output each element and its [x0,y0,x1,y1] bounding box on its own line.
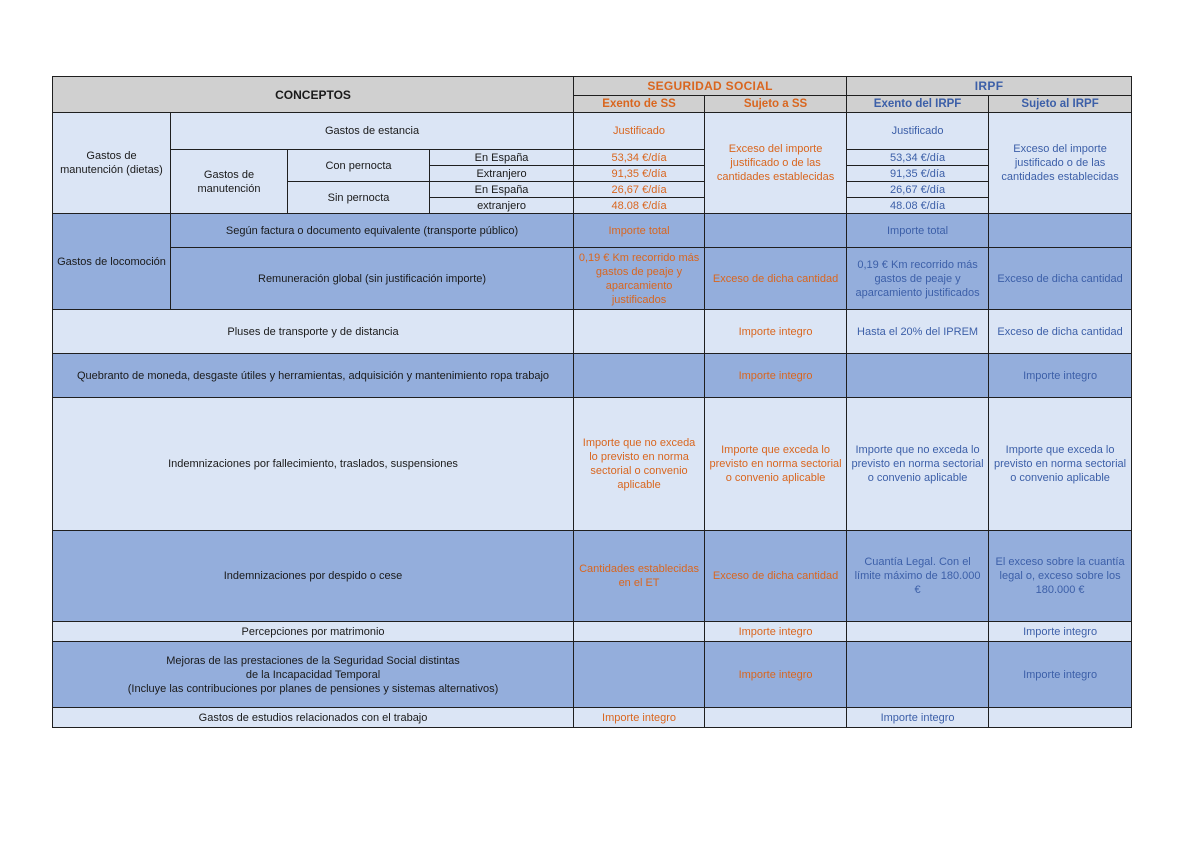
pluses-ss-exento [574,310,705,354]
estudios-label: Gastos de estudios relacionados con el trabajo [53,708,574,728]
factura-ss-exento: Importe total [574,214,705,248]
quebranto-irpf-exento [847,354,989,398]
matrimonio-irpf-exento [847,622,989,642]
factura-ss-sujeto [705,214,847,248]
con-pernocta-label: Con pernocta [288,150,430,182]
con-espana-label: En España [430,150,574,166]
pluses-irpf-sujeto: Exceso de dicha cantidad [989,310,1132,354]
manutencion-irpf-sujeto: Exceso del importe justificado o de las cantidades establecidas [989,113,1132,214]
matrimonio-ss-sujeto: Importe integro [705,622,847,642]
conceptos-header: CONCEPTOS [53,77,574,113]
sin-pernocta-label: Sin pernocta [288,182,430,214]
manutencion-sub-label: Gastos de manutención [171,150,288,214]
sin-espana-ss: 26,67 €/día [574,182,705,198]
con-extranjero-label: Extranjero [430,166,574,182]
con-espana-ss: 53,34 €/día [574,150,705,166]
factura-irpf-exento: Importe total [847,214,989,248]
mejoras-line-1: Mejoras de las prestaciones de la Seguridad Social distintas [166,654,460,667]
mejoras-irpf-exento [847,642,989,708]
seguridad-social-header: SEGURIDAD SOCIAL [574,77,847,96]
despido-irpf-sujeto: El exceso sobre la cuantía legal o, exceso sobre los 180.000 € [989,531,1132,622]
pluses-irpf-exento: Hasta el 20% del IPREM [847,310,989,354]
conceptos-table [52,76,1132,728]
sin-extranjero-irpf: 48.08 €/día [847,198,989,214]
sujeto-irpf-header: Sujeto al IRPF [989,96,1132,113]
matrimonio-irpf-sujeto: Importe integro [989,622,1132,642]
remuneracion-irpf-sujeto: Exceso de dicha cantidad [989,248,1132,310]
manutencion-ss-sujeto: Exceso del importe justificado o de las cantidades establecidas [705,113,847,214]
estudios-irpf-sujeto [989,708,1132,728]
mejoras-ss-exento [574,642,705,708]
estudios-ss-sujeto [705,708,847,728]
remuneracion-ss-exento: 0,19 € Km recorrido más gastos de peaje y aparcamiento justificados [574,248,705,310]
matrimonio-ss-exento [574,622,705,642]
indemn-fallecimiento-irpf-exento: Importe que no exceda lo previsto en norma sectorial o convenio aplicable [847,398,989,531]
indemn-fallecimiento-irpf-sujeto: Importe que exceda lo previsto en norma sectorial o convenio aplicable [989,398,1132,531]
mejoras-line-3: (Incluye las contribuciones por planes de pensiones y sistemas alternativos) [127,682,499,695]
estancia-ss-exento: Justificado [574,113,705,150]
remuneracion-irpf-exento: 0,19 € Km recorrido más gastos de peaje y aparcamiento justificados [847,248,989,310]
despido-ss-exento: Cantidades establecidas en el ET [574,531,705,622]
con-extranjero-ss: 91,35 €/día [574,166,705,182]
con-extranjero-irpf: 91,35 €/día [847,166,989,182]
sujeto-ss-header: Sujeto a SS [705,96,847,113]
despido-irpf-exento: Cuantía Legal. Con el límite máximo de 180.000 € [847,531,989,622]
sin-espana-irpf: 26,67 €/día [847,182,989,198]
matrimonio-label: Percepciones por matrimonio [53,622,574,642]
con-espana-irpf: 53,34 €/día [847,150,989,166]
sin-espana-label: En España [430,182,574,198]
factura-irpf-sujeto [989,214,1132,248]
quebranto-ss-exento [574,354,705,398]
factura-label: Según factura o documento equivalente (transporte público) [171,214,574,248]
despido-ss-sujeto: Exceso de dicha cantidad [705,531,847,622]
mejoras-line-2: de la Incapacidad Temporal [245,668,381,681]
irpf-header: IRPF [847,77,1132,96]
estancia-irpf-exento: Justificado [847,113,989,150]
remuneracion-ss-sujeto: Exceso de dicha cantidad [705,248,847,310]
sin-extranjero-ss: 48.08 €/día [574,198,705,214]
despido-label: Indemnizaciones por despido o cese [53,531,574,622]
manutencion-group-label: Gastos de manutención (dietas) [53,113,171,214]
quebranto-ss-sujeto: Importe integro [705,354,847,398]
quebranto-label: Quebranto de moneda, desgaste útiles y herramientas, adquisición y mantenimiento ropa trabajo [53,354,574,398]
mejoras-label [53,642,574,708]
indemn-fallecimiento-ss-exento: Importe que no exceda lo previsto en norma sectorial o convenio aplicable [574,398,705,531]
locomocion-group-label: Gastos de locomoción [53,214,171,310]
pluses-ss-sujeto: Importe integro [705,310,847,354]
estudios-irpf-exento: Importe integro [847,708,989,728]
sin-extranjero-label: extranjero [430,198,574,214]
estancia-label: Gastos de estancia [171,113,574,150]
indemn-fallecimiento-label: Indemnizaciones por fallecimiento, traslados, suspensiones [53,398,574,531]
estudios-ss-exento: Importe integro [574,708,705,728]
pluses-label: Pluses de transporte y de distancia [53,310,574,354]
mejoras-ss-sujeto: Importe integro [705,642,847,708]
indemn-fallecimiento-ss-sujeto: Importe que exceda lo previsto en norma sectorial o convenio aplicable [705,398,847,531]
mejoras-irpf-sujeto: Importe integro [989,642,1132,708]
remuneracion-label: Remuneración global (sin justificación importe) [171,248,574,310]
exento-irpf-header: Exento del IRPF [847,96,989,113]
exento-ss-header: Exento de SS [574,96,705,113]
quebranto-irpf-sujeto: Importe integro [989,354,1132,398]
